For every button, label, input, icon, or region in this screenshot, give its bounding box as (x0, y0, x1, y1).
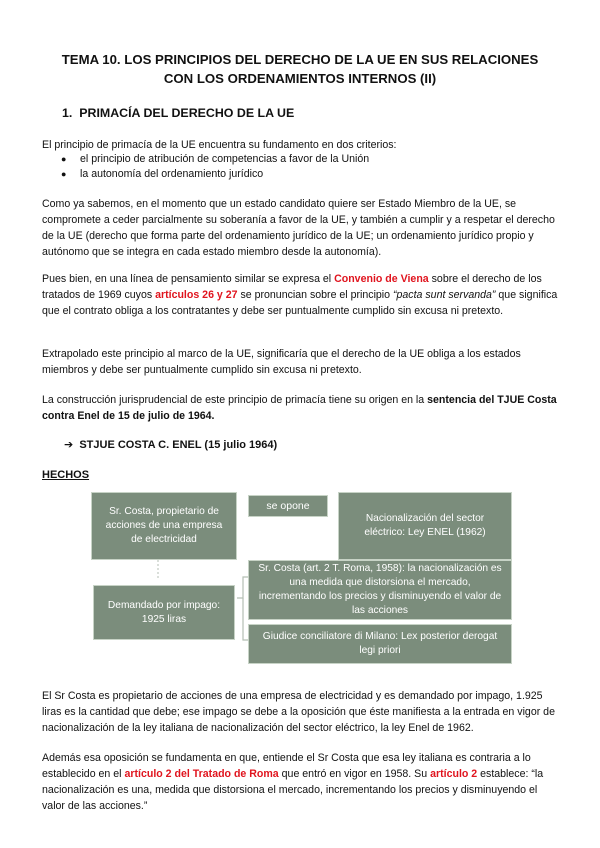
diagram-box-giudice: Giudice conciliatore di Milano: Lex posterior derogat legi priori (248, 624, 512, 664)
paragraph-extrapolation: Extrapolado este principio al marco de la UE, significaría que el derecho de la UE obliga a los estados miembros y debe ser puntualmente cumplido sin excusa ni pretexto. (42, 348, 521, 376)
articulos-highlight: artículos 26 y 27 (155, 289, 238, 301)
paragraph-sovereignty: Como ya sabemos, en el momento que un estado candidato quiere ser Estado Miembro de la UE, se compromete a ceder parcialmente su soberanía a favor de la UE, y también a cumplir y a respetar el derecho de la UE (derecho que forma parte del ordenamiento jurídico de la UE; un ordenamiento jurídico propio y autónomo que se integra en cada estado miembro desde la autonomía). (42, 198, 555, 258)
paragraph-origin: La construcción jurisprudencial de este principio de primacía tiene su origen en la sentencia del TJUE Costa contra Enel de 15 de julio de 1964. (42, 394, 557, 422)
sentencia-highlight: sentencia del TJUE Costa contra Enel de 15 de julio de 1964. (42, 394, 557, 422)
diagram-box-nacionalizacion: Nacionalización del sector eléctrico: Ley ENEL (1962) (338, 492, 512, 560)
bullet-icon: ● (61, 154, 67, 164)
arrow-right-icon: ➔ (64, 439, 74, 451)
list-item-text: el principio de atribución de competencias a favor de la Unión (80, 153, 370, 165)
list-item-text: la autonomía del ordenamiento jurídico (80, 168, 264, 180)
title-line-1: TEMA 10. LOS PRINCIPIOS DEL DERECHO DE LA UE EN SUS RELACIONES (61, 52, 539, 67)
paragraph-facts: El Sr Costa es propietario de acciones de una empresa de electricidad y es demandado por impago, 1.925 liras es la cantidad que debe; ese impago se debe a la oposición que éste manifiesta a la entrada en vigor de nacionalización de la ley italiana de nacionalización del sector eléctrico, la ley Enel de 1962. (42, 690, 555, 734)
diagram-box-se-opone: se opone (248, 495, 328, 517)
articulo2-highlight: artículo 2 (430, 768, 478, 780)
convenio-viena-highlight: Convenio de Viena (334, 273, 429, 285)
title-line-2: CON LOS ORDENAMIENTOS INTERNOS (II) (163, 71, 437, 86)
diagram-box-costa: Sr. Costa, propietario de acciones de una empresa de electricidad (91, 492, 237, 560)
case-title: STJUE COSTA C. ENEL (15 julio 1964) (79, 439, 278, 451)
paragraph-opposition: Además esa oposición se fundamenta en que, entiende el Sr Costa que esa ley italiana es contraria a lo establecido en el artículo 2 del Tratado de Roma que entró en vigor en 1958. Su artículo 2 establece: “la nacionalización es una, medida que distorsiona el mercado, incrementando los precios y disminuyendo el valor de las acciones.” (42, 752, 544, 812)
diagram-box-articulo2: Sr. Costa (art. 2 T. Roma, 1958): la nacionalización es una medida que distorsiona el mercado, incrementando los precios y disminuyendo el valor de las acciones (248, 560, 512, 620)
intro-paragraph: El principio de primacía de la UE encuentra su fundamento en dos criterios: (42, 139, 397, 151)
section-number: 1. (62, 106, 73, 120)
section-title: PRIMACÍA DEL DERECHO DE LA UE (79, 106, 295, 120)
hechos-heading: HECHOS (42, 469, 90, 481)
tratado-roma-highlight: artículo 2 del Tratado de Roma (124, 768, 279, 780)
diagram-box-demandado: Demandado por impago: 1925 liras (93, 585, 235, 640)
paragraph-vienna: Pues bien, en una línea de pensamiento similar se expresa el Convenio de Viena sobre el derecho de los tratados de 1969 cuyos artículos 26 y 27 se pronuncian sobre el principio “pacta sunt servanda” que significa que el contrato obliga a los contratantes y debe ser puntualmente cumplido sin excusa ni pretexto. (42, 273, 558, 317)
bullet-icon: ● (61, 169, 67, 179)
pacta-sunt-servanda: “pacta sunt servanda” (393, 289, 496, 301)
